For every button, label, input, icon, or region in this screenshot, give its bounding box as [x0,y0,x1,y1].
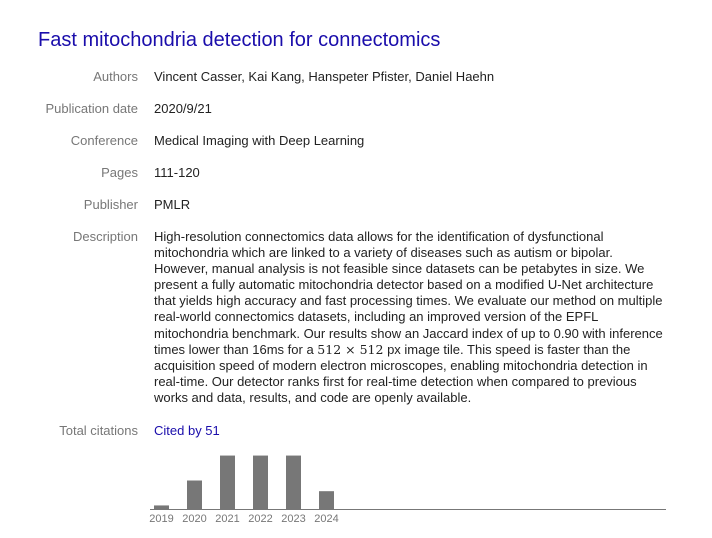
description-line: works and data, results, and code are openly available. [154,389,472,405]
pages-label: Pages [101,165,138,180]
description-line: However, manual analysis is not feasible since datasets can be petabytes in size. We [154,261,645,277]
year-tick-label: 2020 [182,513,207,525]
pages-value: 111-120 [154,165,200,180]
year-tick-label: 2024 [314,513,339,525]
description-line [154,342,674,358]
math-expression: 512 × 512 [317,341,384,357]
total-citations-label: Total citations [59,423,138,438]
conference-value: Medical Imaging with Deep Learning [154,133,365,148]
publication-date-label: Publication date [45,101,138,116]
publisher-label: Publisher [83,197,138,212]
year-tick-label: 2019 [149,513,174,525]
citation-bar-2019[interactable] [154,505,169,509]
description-line-part: px image tile. This speed is faster than the [387,341,631,357]
citation-bar-2024[interactable] [319,491,334,509]
citation-bar-2022[interactable] [253,456,268,509]
citation-bar-2023[interactable] [286,456,301,509]
page-title[interactable]: Fast mitochondria detection for connectomics [38,29,441,51]
authors-label: Authors [93,69,138,84]
authors-value: Vincent Casser, Kai Kang, Hanspeter Pfister, Daniel Haehn [154,69,495,84]
total-citations-value [154,423,220,439]
year-tick-label: 2022 [248,513,273,525]
description-line: real-world connectomics datasets, including an improved version of the EPFL [154,309,599,325]
citation-bar-2020[interactable] [187,481,202,510]
description-label: Description [72,229,138,244]
description-text [154,229,674,406]
description-line-part: times lower than 16ms for a [154,341,318,357]
conference-label: Conference [70,133,138,148]
description-line: mitochondria which are linked to a variety of diseases such as autism or bipolar. [154,245,613,261]
citations-chart [150,448,670,528]
description-line: acquisition speed of modern electron microscopes, enabling mitochondria detection in [154,357,648,373]
publisher-value: PMLR [154,197,191,212]
description-line: that yields high accuracy and fast processing times. We evaluate our method on multiple [154,293,663,309]
year-tick-label: 2021 [215,513,240,525]
citation-bar-2021[interactable] [220,456,235,509]
publication-date-value: 2020/9/21 [154,101,212,116]
description-line: mitochondria benchmark. Our results show an Jaccard index of up to 0.90 with inference [154,325,663,341]
description-line: real-time. Our detector ranks first for real-time detection when compared to previous [154,373,637,389]
cited-by-link[interactable]: Cited by 51 [154,423,220,438]
year-tick-label: 2023 [281,513,306,525]
description-line: present a fully automatic mitochondria detector based on a modified U-Net architecture [154,277,654,293]
description-line: High-resolution connectomics data allows for the identification of dysfunctional [154,229,604,244]
